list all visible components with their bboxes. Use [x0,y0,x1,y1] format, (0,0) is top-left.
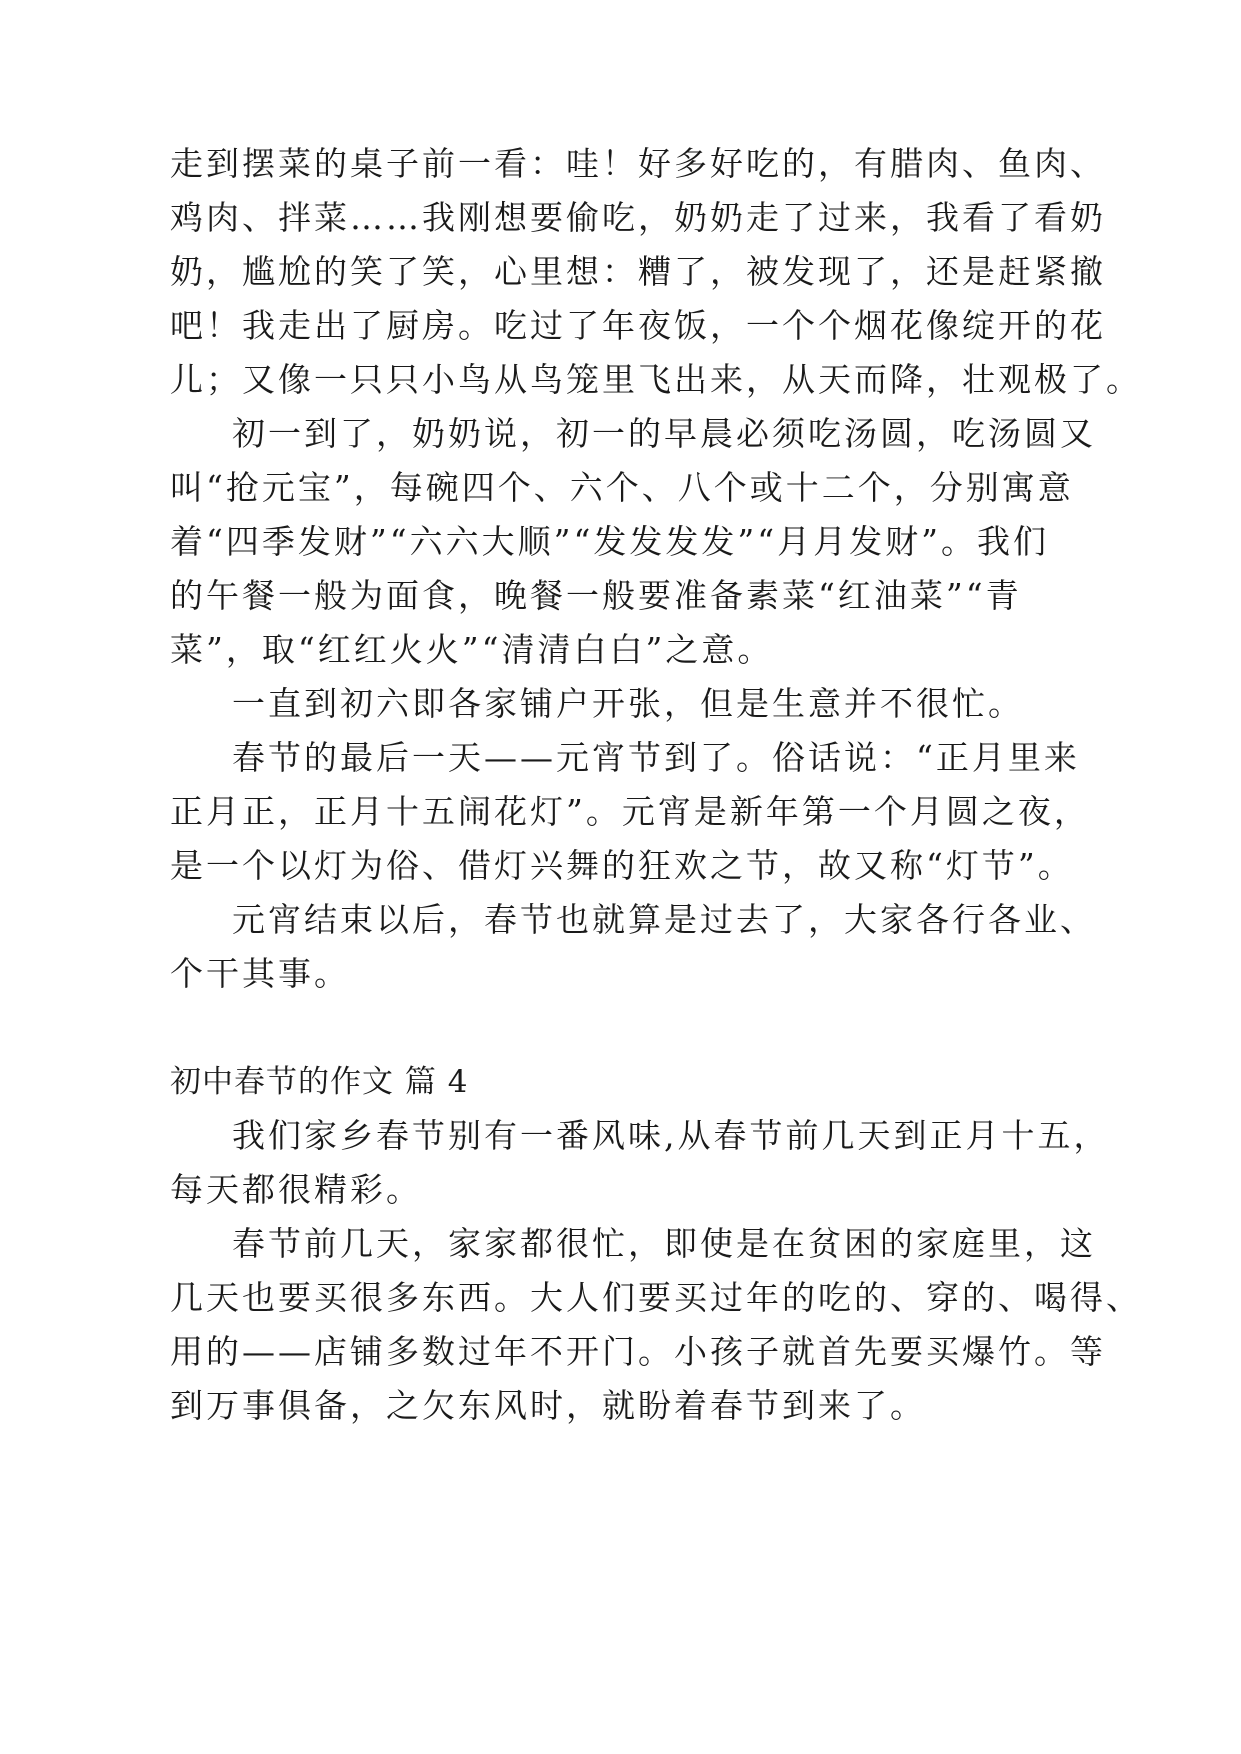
text-line: 几天也要买很多东西。大人们要买过年的吃的、穿的、喝得、 [170,1278,1142,1317]
text-line: 叫“抢元宝”，每碗四个、六个、八个或十二个，分别寓意 [170,468,1074,507]
text-line: 着“四季发财”“六六大顺”“发发发发”“月月发财”。我们 [170,522,1049,561]
text-line: 吧！我走出了厨房。吃过了年夜饭，一个个烟花像绽开的花 [170,306,1106,345]
text-line: 儿；又像一只只小鸟从鸟笼里飞出来，从天而降，壮观极了。 [170,360,1142,399]
text-line: 鸡肉、拌菜……我刚想要偷吃，奶奶走了过来，我看了看奶 [170,198,1106,237]
text-line: 正月正，正月十五闹花灯”。元宵是新年第一个月圆之夜， [170,792,1090,831]
section-heading: 初中春节的作文 篇 4 [170,1064,469,1100]
text-line: 元宵结束以后，春节也就算是过去了，大家各行各业、 [232,900,1096,939]
text-line: 是一个以灯为俗、借灯兴舞的狂欢之节，故又称“灯节”。 [170,846,1074,885]
text-line: 春节的最后一天——元宵节到了。俗话说：“正月里来 [232,738,1080,777]
text-line: 个干其事。 [170,954,350,993]
text-line: 奶，尴尬的笑了笑，心里想：糟了，被发现了，还是赶紧撤 [170,252,1106,291]
text-line: 走到摆菜的桌子前一看：哇！好多好吃的，有腊肉、鱼肉、 [170,144,1106,183]
text-line: 用的——店铺多数过年不开门。小孩子就首先要买爆竹。等 [170,1332,1106,1371]
text-line: 每天都很精彩。 [170,1170,422,1209]
text-line: 一直到初六即各家铺户开张，但是生意并不很忙。 [232,684,1024,723]
text-line: 初一到了，奶奶说，初一的早晨必须吃汤圆，吃汤圆又 [232,414,1096,453]
text-line: 菜”，取“红红火火”“清清白白”之意。 [170,630,774,669]
text-line: 到万事俱备，之欠东风时，就盼着春节到来了。 [170,1386,926,1425]
text-line: 春节前几天，家家都很忙，即使是在贫困的家庭里，这 [232,1224,1096,1263]
text-line: 的午餐一般为面食，晚餐一般要准备素菜“红油菜”“青 [170,576,1022,615]
text-line: 我们家乡春节别有一番风味,从春节前几天到正月十五， [232,1116,1110,1155]
